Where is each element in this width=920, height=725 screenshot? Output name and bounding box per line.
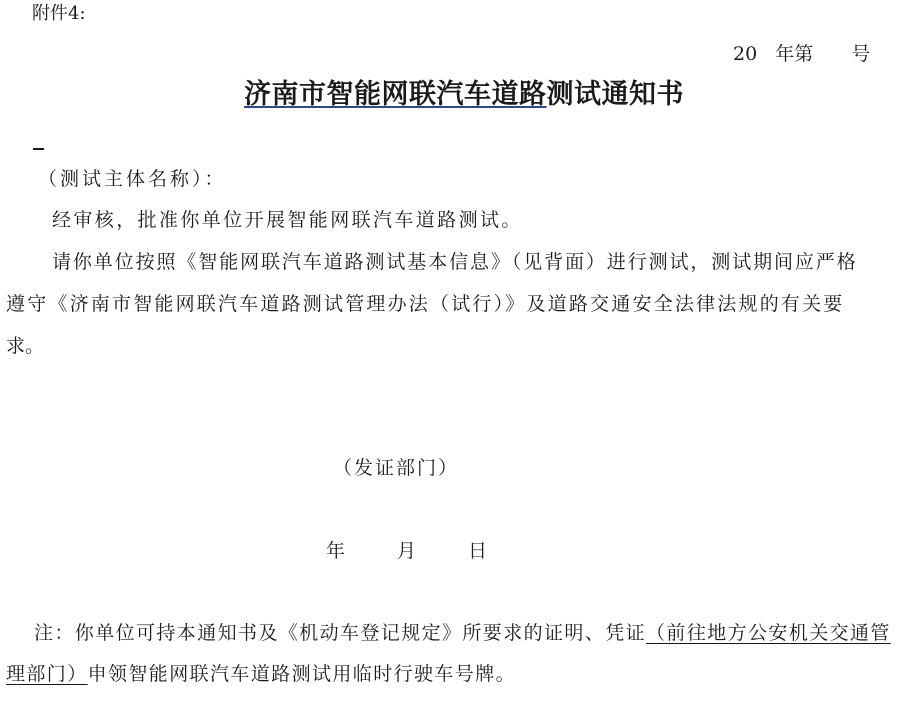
note-line-2 [6,662,516,686]
doc-number-year-suffix: 年第 [775,43,814,65]
note-underlined-part-1: （前往地方公安机关交通管 [646,622,891,644]
issuing-department: （发证部门） [333,457,460,479]
recipient-blank-line [33,148,44,150]
doc-number-suffix: 号 [851,43,871,65]
body-paragraph-2-line-2: 遵守《济南市智能网联汽车道路测试管理办法（试行）》及道路交通安全法律法规的有关要 [6,293,845,315]
issue-date [326,539,487,563]
body-paragraph-1: 经审核，批准你单位开展智能网联汽车道路测试。 [52,209,523,231]
date-day: 日 [468,540,488,562]
recipient-label: （测试主体名称）： [38,168,227,190]
body-paragraph-2-line-1: 请你单位按照《智能网联汽车道路测试基本信息》（见背面）进行测试，测试期间应严格 [52,251,858,273]
note-line-1 [34,621,891,645]
date-year: 年 [326,540,346,562]
date-month: 月 [397,540,417,562]
note-underlined-part-2: 理部门） [6,663,88,685]
document-title [244,78,684,112]
document-number [733,42,870,66]
title-rest: 测试通知书 [546,79,684,110]
note-prefix: 注：你单位可持本通知书及《机动车登记规定》所要求的证明、凭证 [34,622,647,644]
attachment-label: 附件4: [32,3,86,24]
doc-number-year: 20 [733,43,758,65]
note-suffix: 申领智能网联汽车道路测试用临时行驶车号牌。 [87,663,517,685]
body-paragraph-2-line-3: 求。 [6,335,45,357]
title-underlined-part: 济南市智能网联汽车道路 [244,79,547,110]
